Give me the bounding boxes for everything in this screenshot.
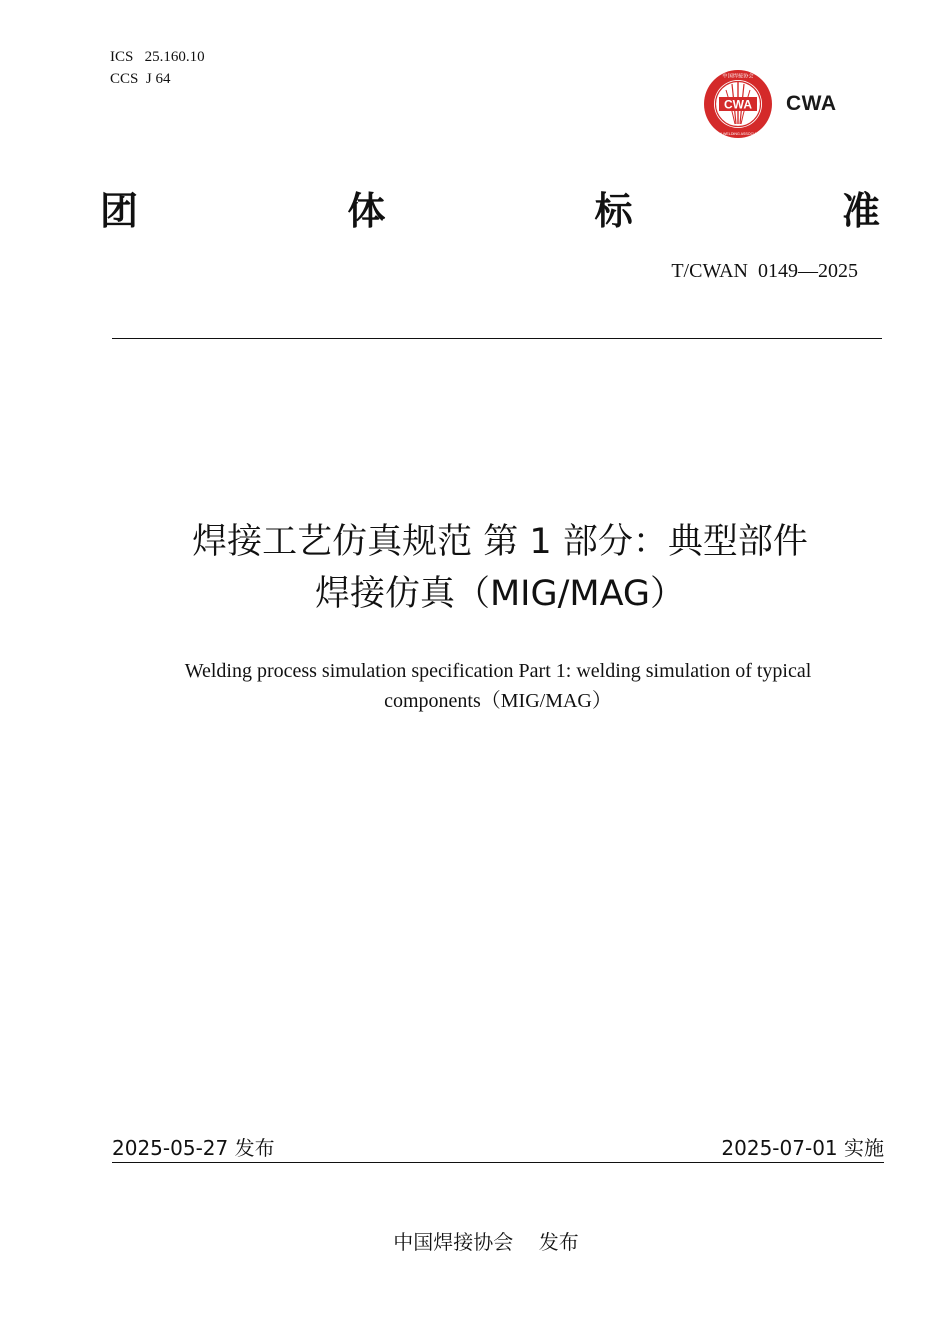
logo-ring-text-top: 中国焊接协会 — [722, 73, 754, 80]
standard-type-heading — [100, 182, 880, 232]
logo-wordmark: CWA — [786, 92, 837, 115]
standard-type-char: 体 — [347, 188, 386, 233]
classification-codes — [110, 46, 205, 90]
effective-date: 2025-07-01 实施 — [721, 1135, 884, 1160]
publish-date: 2025-05-27 发布 — [112, 1135, 275, 1160]
chinese-title — [90, 516, 910, 620]
cwa-logo — [702, 68, 842, 140]
logo-ring-text-bottom: CHINA WELDING ASSOCIATION — [711, 132, 765, 136]
bottom-divider — [112, 1162, 884, 1163]
ics-code: ICS 25.160.10 — [110, 49, 205, 65]
standard-type-char: 标 — [594, 188, 633, 233]
standard-type-char: 准 — [841, 188, 880, 233]
english-title — [110, 656, 886, 716]
emblem-letters: CWA — [724, 97, 752, 112]
english-title-line-2: components（MIG/MAG） — [384, 690, 612, 712]
top-divider — [112, 338, 882, 339]
dates-row — [112, 1130, 884, 1162]
ccs-code: CCS J 64 — [110, 71, 171, 87]
chinese-title-line-2: 焊接仿真（MIG/MAG） — [314, 574, 686, 614]
standard-type-char: 团 — [100, 188, 139, 233]
chinese-title-line-1: 焊接工艺仿真规范 第 1 部分：典型部件 — [192, 522, 808, 562]
issuer-line: 中国焊接协会 发布 — [393, 1230, 579, 1254]
cwa-emblem-icon — [702, 68, 780, 140]
standard-number: T/CWAN 0149—2025 — [671, 260, 858, 282]
english-title-line-1: Welding process simulation specification Part 1: welding simulation of typical — [184, 660, 812, 682]
